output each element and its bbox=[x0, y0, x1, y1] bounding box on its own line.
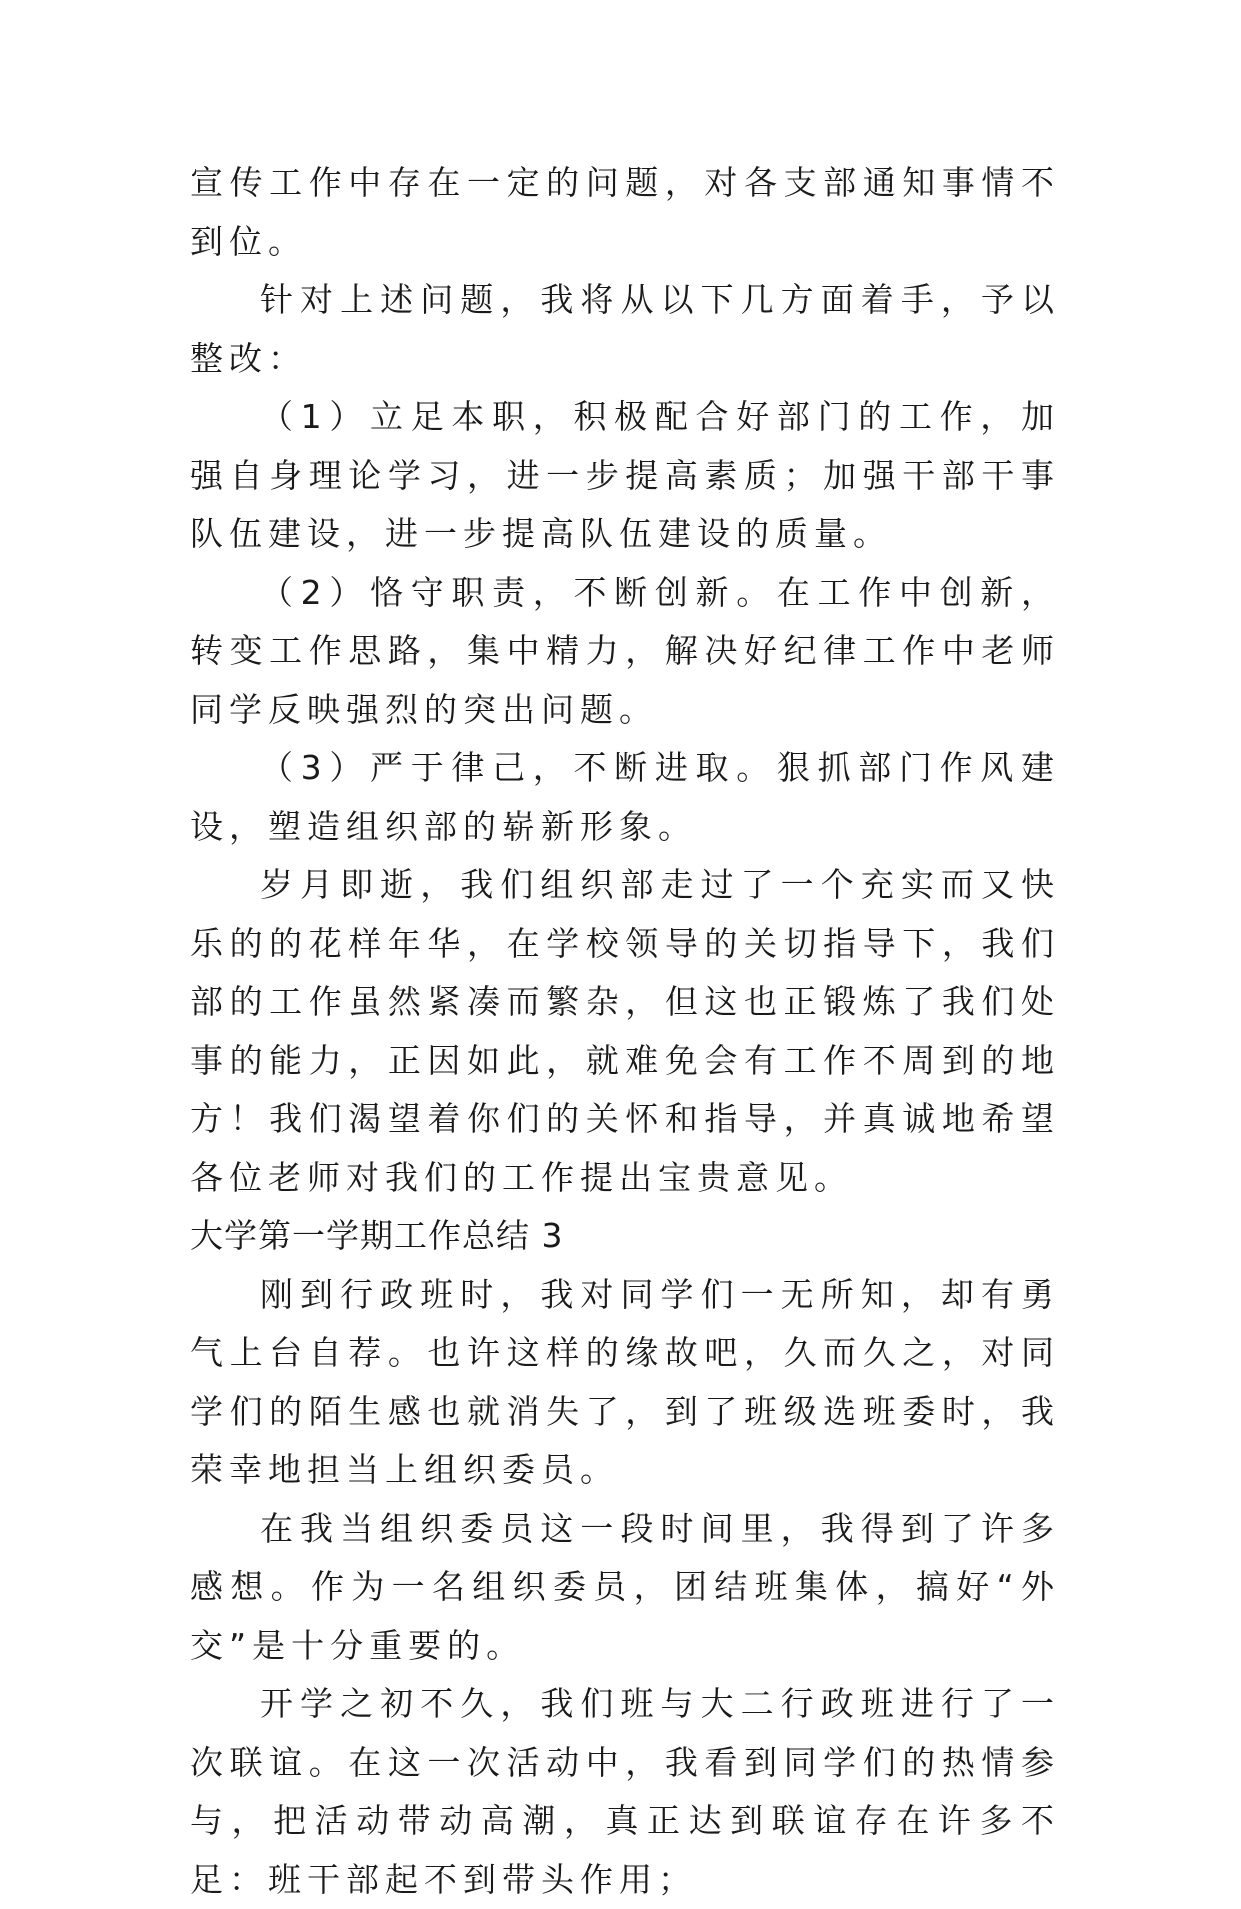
paragraph-continuation: 宣传工作中存在一定的问题，对各支部通知事情不到位。 bbox=[190, 163, 1060, 261]
list-item-2: （2）恪守职责，不断创新。在工作中创新，转变工作思路，集中精力，解决好纪律工作中老师同学反映强烈的突出问题。 bbox=[190, 572, 1060, 729]
paragraph-rectification-intro: 针对上述问题，我将从以下几方面着手，予以整改： bbox=[190, 280, 1060, 378]
paragraph-committee-thoughts: 在我当组织委员这一段时间里，我得到了许多感想。作为一名组织委员，团结班集体，搞好“外交”是十分重要的。 bbox=[190, 1508, 1060, 1665]
paragraph-closing: 岁月即逝，我们组织部走过了一个充实而又快乐的的花样年华，在学校领导的关切指导下，我们部的工作虽然紧凑而繁杂，但这也正锻炼了我们处事的能力，正因如此，就难免会有工作不周到的地方！我们渴望着你们的关怀和指导，并真诚地希望各位老师对我们的工作提出宝贵意见。 bbox=[190, 865, 1060, 1197]
document-body bbox=[190, 154, 1060, 1909]
paragraph-friendship-event: 开学之初不久，我们班与大二行政班进行了一次联谊。在这一次活动中，我看到同学们的热情参与，把活动带动高潮，真正达到联谊存在许多不足：班干部起不到带头作用； bbox=[190, 1684, 1060, 1899]
paragraph-class-intro: 刚到行政班时，我对同学们一无所知，却有勇气上台自荐。也许这样的缘故吧，久而久之，对同学们的陌生感也就消失了，到了班级选班委时，我荣幸地担当上组织委员。 bbox=[190, 1274, 1060, 1489]
list-item-1: （1）立足本职，积极配合好部门的工作，加强自身理论学习，进一步提高素质；加强干部干事队伍建设，进一步提高队伍建设的质量。 bbox=[190, 397, 1060, 553]
section-heading: 大学第一学期工作总结 3 bbox=[190, 1216, 564, 1255]
list-item-3: （3）严于律己，不断进取。狠抓部门作风建设，塑造组织部的崭新形象。 bbox=[190, 748, 1060, 846]
